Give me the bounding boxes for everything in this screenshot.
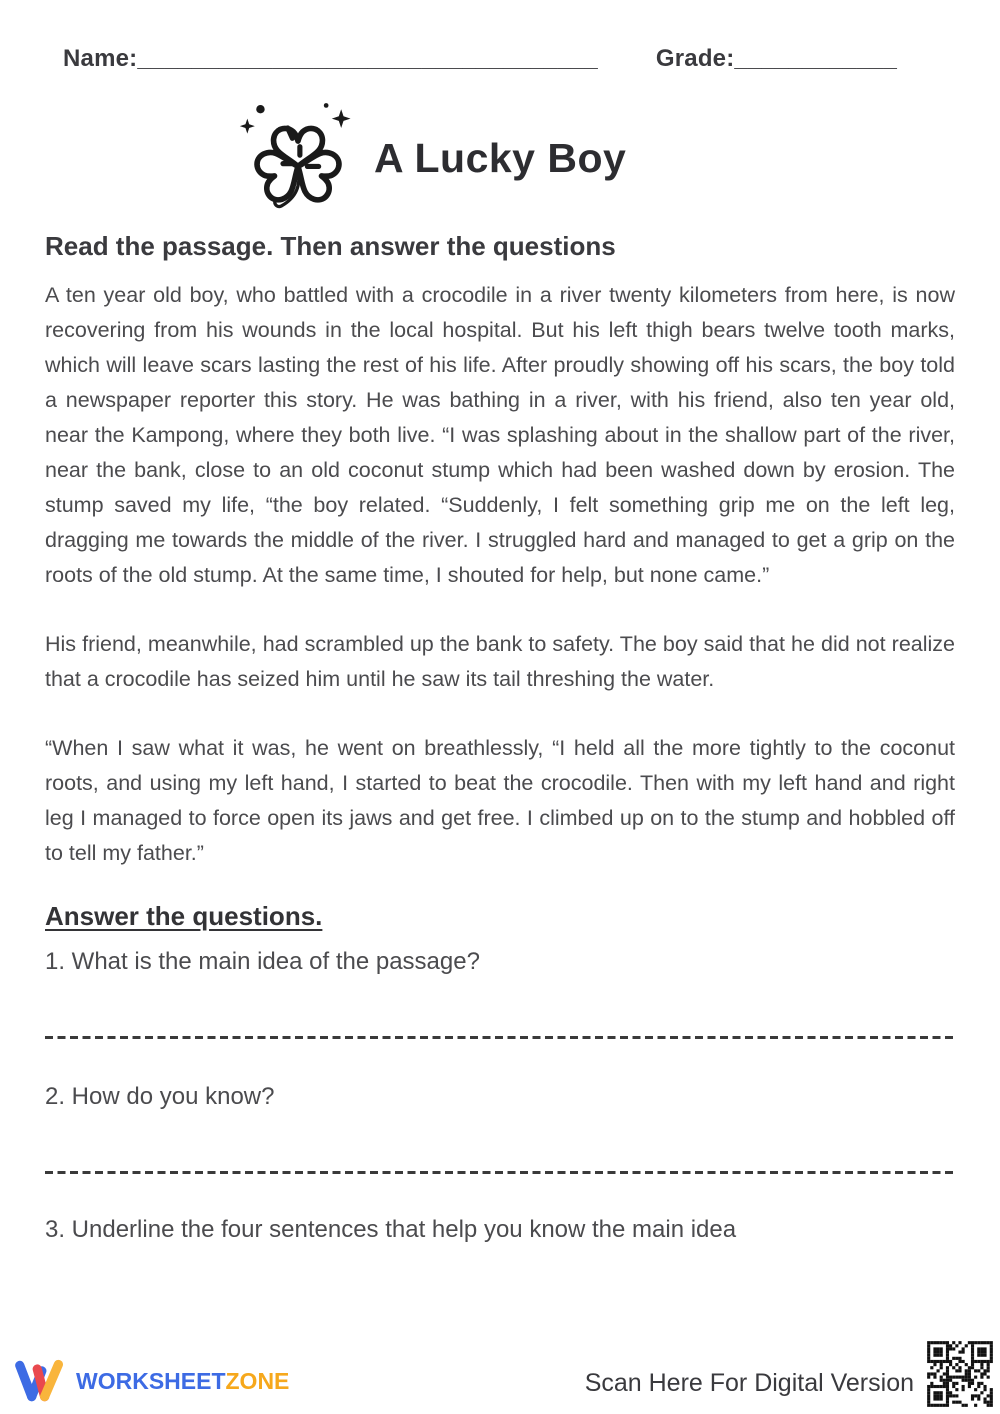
grade-blank-line: ____________ bbox=[734, 45, 897, 72]
answer-line-2 bbox=[45, 1171, 955, 1174]
reading-passage bbox=[45, 278, 955, 871]
shamrock-icon bbox=[238, 97, 358, 219]
name-blank-line: __________________________________ bbox=[137, 45, 598, 72]
header-row bbox=[45, 45, 955, 73]
brand-zone: ZONE bbox=[225, 1367, 290, 1394]
passage-paragraph-3: “When I saw what it was, he went on breathlessly, “I held all the more tightly to the coconut roots, and using my left hand, I started to beat the crocodile. Then with my left hand and right leg I managed to force open its jaws and get free. I climbed up on to the stump and hobbled off to tell my father.” bbox=[45, 736, 955, 865]
passage-paragraph-1: A ten year old boy, who battled with a crocodile in a river twenty kilometers from here, is now recovering from his wounds in the local hospital. But his left thigh bears twelve tooth marks, which will leave scars lasting the rest of his life. After proudly showing off his scars, the boy told a newspaper reporter this story. He was bathing in a river, with his friend, also ten year old, near the Kampong, where they both live. “I was splashing about in the shallow part of the river, near the bank, close to an old coconut stump which had been washed down by erosion. The stump saved my life, “the boy related. “Suddenly, I felt something grip me on the left leg, dragging me towards the middle of the river. I struggled hard and managed to get a grip on the roots of the old stump. At the same time, I shouted for help, but none came.” bbox=[45, 283, 955, 587]
grade-label: Grade: bbox=[655, 45, 735, 72]
scan-here-text: Scan Here For Digital Version bbox=[584, 1369, 914, 1397]
instructions-heading: Read the passage. Then answer the questions bbox=[45, 231, 616, 261]
answer-line-1 bbox=[45, 1036, 955, 1039]
w-logo-icon bbox=[12, 1358, 68, 1404]
worksheetzone-logo bbox=[12, 1358, 289, 1404]
passage-paragraph-2: His friend, meanwhile, had scrambled up the bank to safety. The boy said that he did not realize that a crocodile has seized him until he saw its tail threshing the water. bbox=[45, 632, 955, 691]
footer bbox=[12, 1338, 996, 1410]
page-title: A Lucky Boy bbox=[374, 134, 627, 181]
question-2: 2. How do you know? bbox=[45, 1083, 275, 1110]
grade-field bbox=[656, 45, 897, 73]
title-row bbox=[238, 97, 955, 219]
name-field bbox=[63, 45, 598, 73]
question-1: 1. What is the main idea of the passage? bbox=[45, 948, 480, 975]
brand-worksheet: WORKSHEET bbox=[76, 1367, 226, 1394]
brand-text bbox=[76, 1368, 289, 1395]
answer-questions-heading: Answer the questions. bbox=[45, 901, 323, 931]
question-3: 3. Underline the four sentences that help you know the main idea bbox=[45, 1216, 737, 1243]
qr-code-icon bbox=[924, 1338, 996, 1410]
footer-right bbox=[585, 1338, 996, 1410]
name-label: Name: bbox=[63, 45, 138, 72]
